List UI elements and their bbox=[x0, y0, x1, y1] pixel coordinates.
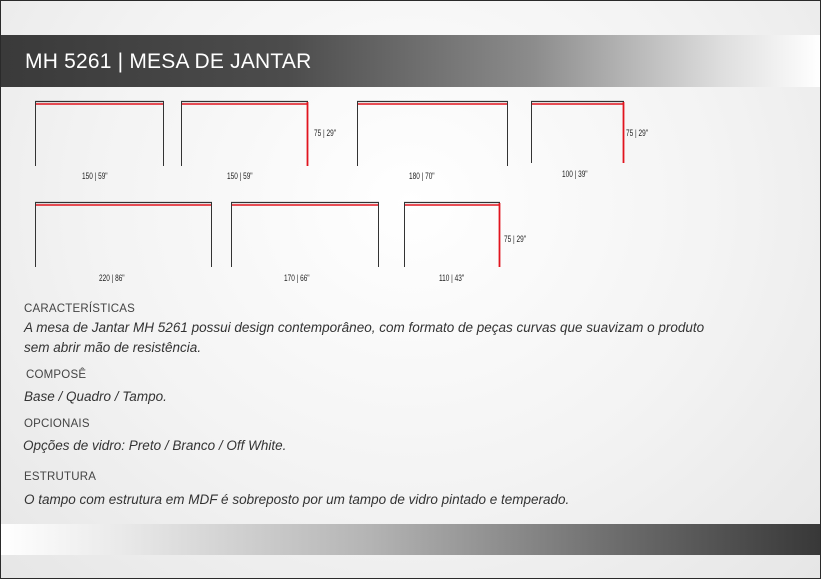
table-drawing bbox=[357, 100, 509, 170]
table-diagram-3 bbox=[357, 100, 509, 182]
width-label: 110 | 43" bbox=[439, 273, 465, 283]
table-diagram-4 bbox=[531, 100, 671, 182]
caracteristicas-text-line-2: sem abrir mão de resistência. bbox=[24, 340, 202, 355]
width-label: 180 | 70" bbox=[409, 171, 435, 181]
table-drawing bbox=[35, 100, 165, 170]
table-drawing bbox=[404, 201, 502, 271]
estrutura-text: O tampo com estrutura em MDF é sobreposto por um tampo de vidro pintado e temperado. bbox=[24, 492, 570, 507]
width-label: 170 | 66" bbox=[284, 273, 310, 283]
height-label: 75 | 29" bbox=[504, 234, 527, 244]
width-label: 150 | 59" bbox=[227, 171, 253, 181]
table-drawing bbox=[231, 201, 381, 271]
height-label: 75 | 29" bbox=[314, 128, 337, 138]
composicao-title: COMPOSÊ bbox=[26, 369, 87, 381]
table-diagram-7 bbox=[404, 201, 544, 285]
header-bar bbox=[1, 35, 820, 87]
height-label: 75 | 29" bbox=[626, 128, 649, 138]
width-label: 220 | 86" bbox=[99, 273, 125, 283]
table-drawing bbox=[35, 201, 215, 271]
opcionais-text: Opções de vidro: Preto / Branco / Off White. bbox=[23, 438, 287, 453]
width-label: 150 | 59" bbox=[82, 171, 108, 181]
estrutura-title: ESTRUTURA bbox=[24, 471, 97, 483]
table-diagram-6 bbox=[231, 201, 381, 285]
composicao-text: Base / Quadro / Tampo. bbox=[24, 389, 167, 404]
footer-bar bbox=[1, 524, 820, 555]
table-diagram-5 bbox=[35, 201, 215, 285]
caracteristicas-title: CARACTERÍSTICAS bbox=[24, 303, 135, 315]
table-diagram-1 bbox=[35, 100, 165, 182]
caracteristicas-text-line-1: A mesa de Jantar MH 5261 possui design contemporâneo, com formato de peças curvas que suavizam o produto bbox=[24, 320, 705, 335]
table-diagram-2 bbox=[181, 100, 351, 182]
table-drawing bbox=[531, 100, 627, 166]
width-label: 100 | 39" bbox=[562, 169, 588, 179]
opcionais-title: OPCIONAIS bbox=[24, 418, 90, 430]
table-drawing bbox=[181, 100, 311, 170]
page-title: MH 5261 | MESA DE JANTAR bbox=[25, 50, 312, 73]
